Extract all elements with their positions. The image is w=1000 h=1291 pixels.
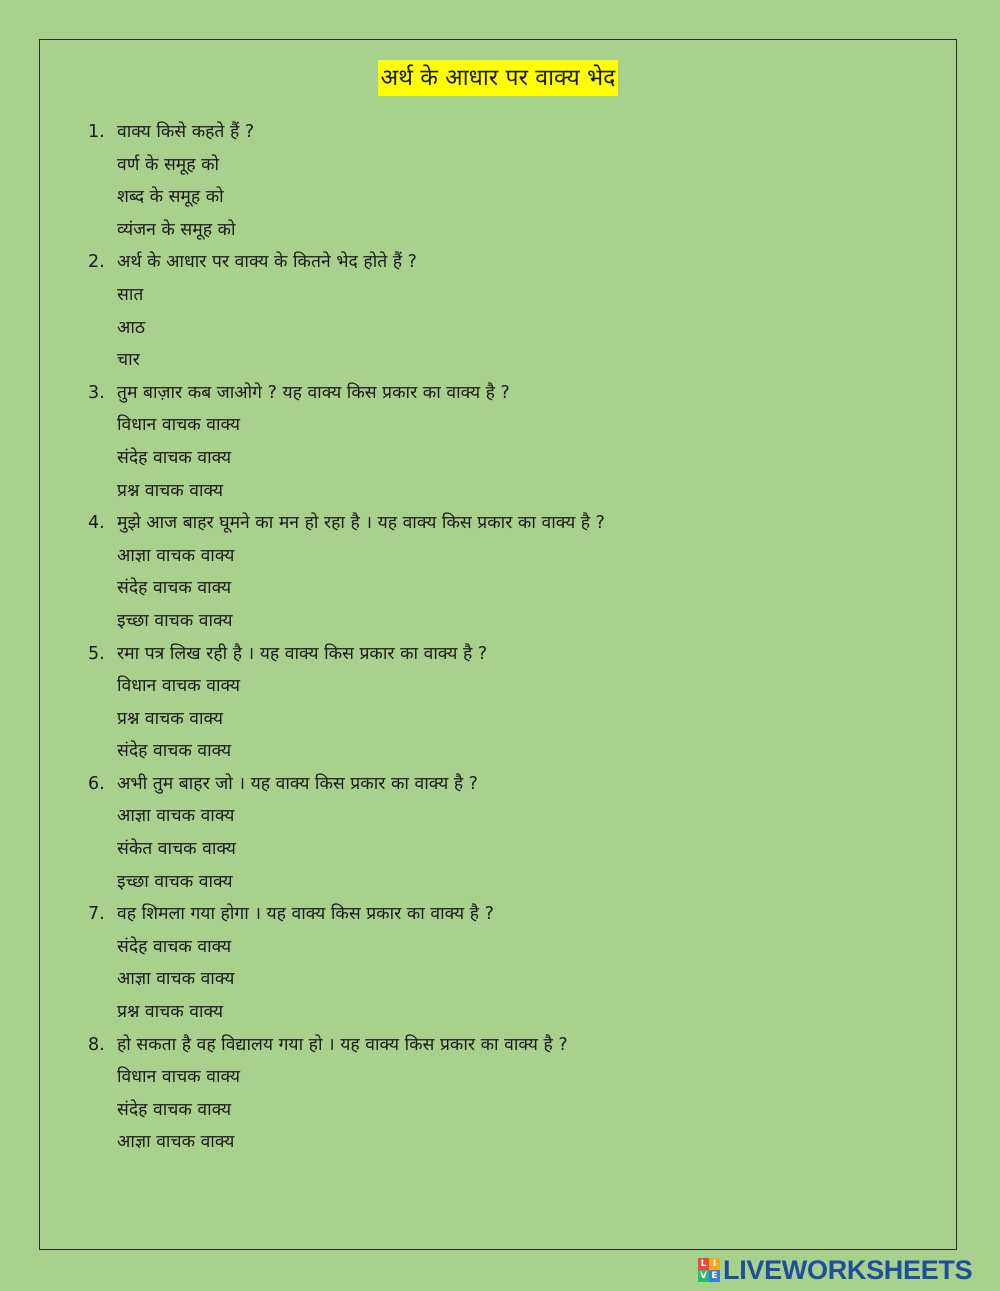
question-list	[88, 116, 605, 1159]
question-item	[88, 507, 605, 637]
question-row	[88, 116, 605, 149]
answer-option[interactable]: आज्ञा वाचक वाक्य	[117, 1132, 235, 1153]
liveworksheets-logo	[698, 1255, 972, 1285]
question-row	[88, 246, 605, 279]
question-text: अभी तुम बाहर जो । यह वाक्य किस प्रकार का वाक्य है ?	[117, 773, 478, 794]
answer-option[interactable]: संकेत वाचक वाक्य	[117, 839, 236, 860]
answer-option[interactable]: संदेह वाचक वाक्य	[117, 1099, 232, 1120]
answer-option[interactable]: प्रश्न वाचक वाक्य	[117, 480, 224, 501]
question-text: रमा पत्र लिख रही है । यह वाक्य किस प्रकार का वाक्य है ?	[117, 643, 488, 664]
answer-option[interactable]: इच्छा वाचक वाक्य	[117, 610, 233, 631]
question-item	[88, 898, 605, 1028]
question-row	[88, 1029, 605, 1062]
logo-text: LIVEWORKSHEETS	[723, 1254, 973, 1285]
question-item	[88, 377, 605, 507]
answer-option[interactable]: प्रश्न वाचक वाक्य	[117, 1002, 224, 1023]
answer-option[interactable]: विधान वाचक वाक्य	[117, 676, 240, 697]
answer-option[interactable]: शब्द के समूह को	[117, 187, 224, 208]
worksheet-title: अर्थ के आधार पर वाक्य भेद	[378, 60, 619, 96]
question-text: हो सकता है वह विद्यालय गया हो । यह वाक्य किस प्रकार का वाक्य है ?	[117, 1034, 568, 1055]
question-row	[88, 507, 605, 540]
question-number: 1.	[88, 122, 105, 142]
answer-option[interactable]: संदेह वाचक वाक्य	[117, 936, 232, 957]
answer-option[interactable]: विधान वाचक वाक्य	[117, 415, 240, 436]
answer-option[interactable]: संदेह वाचक वाक्य	[117, 447, 232, 468]
answer-option[interactable]: सात	[117, 284, 144, 305]
answer-option[interactable]: आठ	[117, 317, 146, 338]
question-number: 5.	[88, 643, 105, 664]
question-text: मुझे आज बाहर घूमने का मन हो रहा है । यह वाक्य किस प्रकार का वाक्य है ?	[117, 513, 605, 534]
answer-option[interactable]: आज्ञा वाचक वाक्य	[117, 806, 235, 827]
question-number: 7.	[88, 904, 105, 925]
question-row	[88, 898, 605, 931]
question-number: 2.	[88, 252, 105, 273]
question-row	[88, 377, 605, 410]
worksheet-frame	[39, 39, 957, 1250]
logo-tile: L	[698, 1258, 709, 1270]
title-wrap	[40, 60, 956, 96]
answer-option[interactable]: संदेह वाचक वाक्य	[117, 578, 232, 599]
answer-option[interactable]: आज्ञा वाचक वाक्य	[117, 969, 235, 990]
logo-tile: V	[698, 1270, 709, 1282]
question-number: 3.	[88, 382, 105, 403]
question-item	[88, 768, 605, 898]
question-item	[88, 1029, 605, 1159]
answer-option[interactable]: आज्ञा वाचक वाक्य	[117, 545, 235, 566]
question-number: 4.	[88, 513, 105, 534]
question-number: 6.	[88, 773, 105, 794]
question-text: वह शिमला गया होगा । यह वाक्य किस प्रकार का वाक्य है ?	[117, 904, 494, 925]
answer-option[interactable]: संदेह वाचक वाक्य	[117, 741, 232, 762]
answer-option[interactable]: व्यंजन के समूह को	[117, 219, 236, 240]
answer-option[interactable]: वर्ण के समूह को	[117, 154, 220, 175]
question-item	[88, 116, 605, 246]
question-item	[88, 638, 605, 768]
answer-option[interactable]: प्रश्न वाचक वाक्य	[117, 708, 224, 729]
question-text: अर्थ के आधार पर वाक्य के कितने भेद होते हैं ?	[117, 252, 417, 273]
question-number: 8.	[88, 1034, 105, 1055]
question-row	[88, 638, 605, 671]
logo-tile: I	[709, 1258, 720, 1270]
question-text: तुम बाज़ार कब जाओगे ? यह वाक्य किस प्रकार का वाक्य है ?	[117, 382, 510, 403]
logo-tile: E	[709, 1270, 720, 1282]
logo-mark-icon	[698, 1258, 720, 1282]
question-item	[88, 246, 605, 376]
question-row	[88, 768, 605, 801]
question-text: वाक्य किसे कहते हैं ?	[117, 122, 255, 142]
answer-option[interactable]: विधान वाचक वाक्य	[117, 1067, 240, 1088]
answer-option[interactable]: इच्छा वाचक वाक्य	[117, 871, 233, 892]
answer-option[interactable]: चार	[117, 350, 140, 371]
